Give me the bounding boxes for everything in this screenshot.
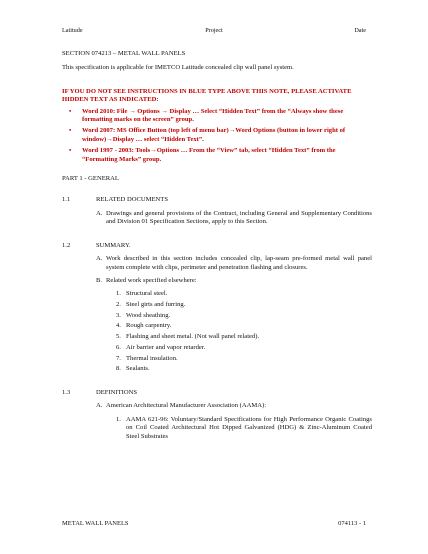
article-title: DEFINITIONS bbox=[96, 388, 138, 396]
list-item: 8. Sealants. bbox=[116, 365, 150, 373]
article-title: SUMMARY. bbox=[96, 241, 131, 249]
article-number: 1.3 bbox=[62, 388, 71, 396]
paragraph-text: Related work specified elsewhere: bbox=[106, 276, 197, 284]
footer-left: METAL WALL PANELS bbox=[62, 520, 129, 527]
part-heading: PART 1 - GENERAL bbox=[62, 175, 119, 183]
hidden-text-note bbox=[62, 88, 372, 164]
header-left: Latitude bbox=[62, 27, 83, 34]
note-bullet-item bbox=[62, 147, 372, 164]
paragraph bbox=[62, 210, 372, 227]
note-bullet-list bbox=[62, 108, 372, 164]
bullet-icon: • bbox=[69, 147, 72, 155]
list-item: 7. Thermal insulation. bbox=[116, 354, 178, 362]
header-right: Date bbox=[354, 27, 366, 34]
paragraph bbox=[62, 277, 372, 285]
paragraph-text: Drawings and general provisions of the Contract, including General and Supplementary Conditions and Division 01 Specification Sections, apply to this Section. bbox=[106, 209, 372, 226]
header-center: Project bbox=[205, 27, 223, 34]
article-heading bbox=[62, 389, 372, 397]
page-header bbox=[62, 27, 366, 37]
paragraph-letter: A. bbox=[96, 255, 103, 263]
related-work-list bbox=[62, 290, 372, 373]
paragraph-letter: B. bbox=[96, 276, 103, 284]
note-bullet-text: Word 1997 - 2003: Tools→Options … From the “View” tab, select “Hidden Text” from the “Formatting Marks” group. bbox=[82, 147, 336, 163]
paragraph bbox=[62, 402, 372, 410]
list-item: 2. Steel girts and furring. bbox=[116, 301, 186, 309]
paragraph bbox=[62, 255, 372, 272]
paragraph-letter: A. bbox=[96, 402, 103, 410]
list-item: 5. Flashing and sheet metal. (Not wall panel related). bbox=[116, 333, 260, 341]
paragraph-letter: A. bbox=[96, 209, 103, 217]
list-item: 6. Air barrier and vapor retarder. bbox=[116, 343, 206, 351]
bullet-icon: • bbox=[69, 107, 72, 115]
note-bullet-text: Word 2007: MS Office Button (top left of menu bar)→Word Options (button in lower right of window)→Display … select “Hidden Text”. bbox=[82, 127, 346, 143]
intro-text: This specification is applicable for IMETCO Latitude concealed clip wall panel system. bbox=[62, 64, 294, 72]
note-heading: IF YOU DO NOT SEE INSTRUCTIONS IN BLUE TYPE ABOVE THIS NOTE, PLEASE ACTIVATE HIDDEN TEXT AS INDICATED: bbox=[62, 87, 352, 104]
list-item: 3. Wood sheathing. bbox=[116, 311, 171, 319]
section-title: SECTION 074213 – METAL WALL PANELS bbox=[62, 50, 186, 57]
note-bullet-item bbox=[62, 127, 372, 144]
document-body bbox=[62, 50, 372, 441]
sub-paragraph bbox=[62, 416, 372, 441]
paragraph-text: American Architectural Manufacturer Association (AAMA): bbox=[106, 402, 267, 410]
bullet-icon: • bbox=[69, 127, 72, 135]
article-heading bbox=[62, 196, 372, 204]
footer-page-number: 074113 - 1 bbox=[338, 520, 366, 527]
article-title: RELATED DOCUMENTS bbox=[96, 196, 168, 204]
paragraph-text: Work described in this section includes concealed clip, lap-seam pre-formed metal wall panel system complete with clips, perimeter and penetration flashing and closures. bbox=[106, 255, 372, 271]
article-number: 1.2 bbox=[62, 241, 71, 249]
sub-paragraph-text: AAMA 621-96: Voluntary/Standard Specifications for High Performance Organic Coatings on Coil Coated Architectural Hot Dipped Galvanized (HDG) & Zinc-Aluminum Coated Steel Substrates bbox=[126, 415, 372, 440]
note-bullet-item bbox=[62, 108, 372, 125]
list-item: 1. Structural steel. bbox=[116, 290, 168, 298]
page-footer bbox=[62, 520, 366, 530]
article-number: 1.1 bbox=[62, 196, 71, 204]
list-item: 4. Rough carpentry. bbox=[116, 322, 172, 330]
note-bullet-text: Word 2010: File → Options → Display … Select “Hidden Text” from the “Always show these formatting marks on the screen” group. bbox=[82, 107, 344, 124]
sub-paragraph-number: 1. bbox=[116, 415, 121, 423]
article-heading bbox=[62, 242, 372, 250]
